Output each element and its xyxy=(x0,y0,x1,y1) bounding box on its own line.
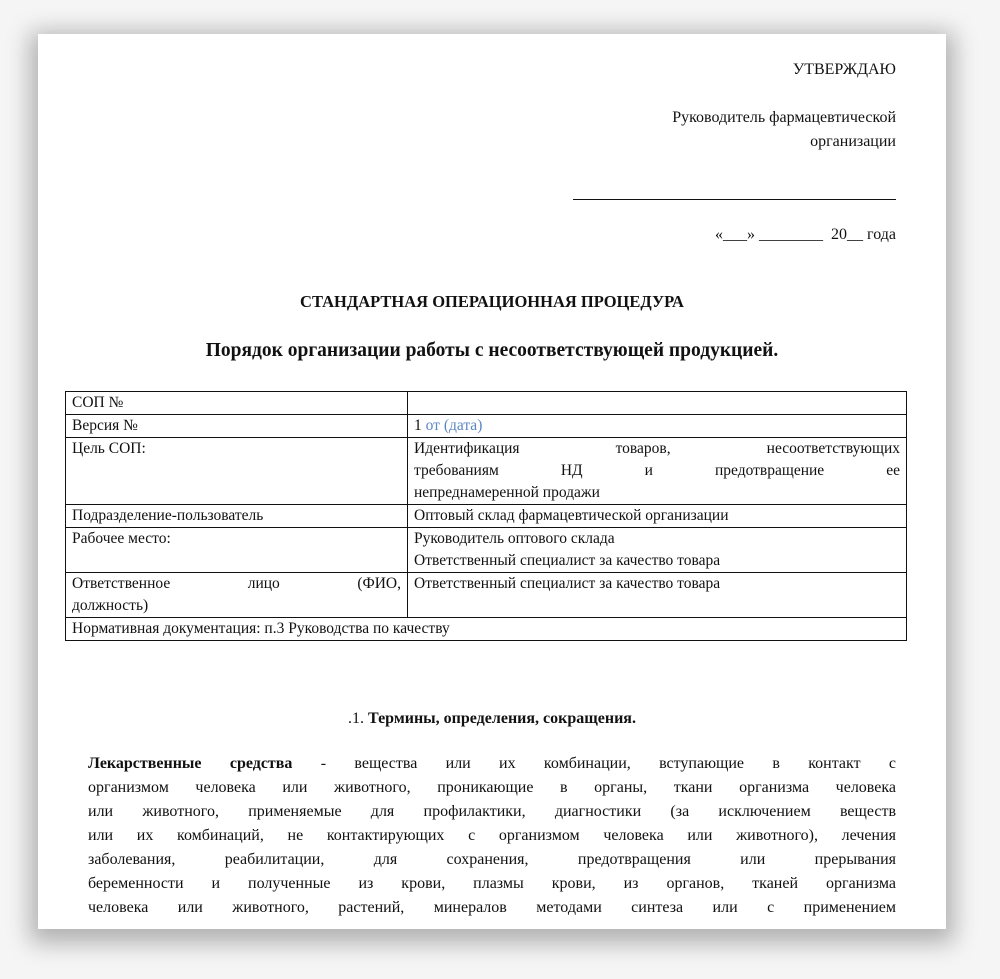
version-value xyxy=(408,415,907,438)
workplace-label: Рабочее место: xyxy=(66,528,408,573)
sop-number-value xyxy=(408,392,907,415)
goal-value xyxy=(408,438,907,505)
department-label: Подразделение-пользователь xyxy=(66,505,408,528)
version-label: Версия № xyxy=(66,415,408,438)
workplace-line: Руководитель оптового склада xyxy=(414,530,615,547)
goal-label: Цель СОП: xyxy=(66,438,408,505)
version-date-placeholder: от (дата) xyxy=(425,417,483,434)
approval-title: УТВЕРЖДАЮ xyxy=(792,61,896,78)
approval-position: Руководитель фармацевтической организации xyxy=(672,109,896,150)
term-name: Лекарственные средства xyxy=(88,755,293,772)
paragraph-line: заболевания, реабилитации, для сохранения, предотвращения или прерывания xyxy=(88,851,896,868)
sop-info-table xyxy=(65,391,907,641)
section-number: .1. xyxy=(348,710,365,727)
paragraph-line: человека или животного, растений, минералов методами синтеза или с применением xyxy=(88,899,896,916)
document-title: Порядок организации работы с несоответствующей продукцией. xyxy=(205,340,779,361)
department-value: Оптовый склад фармацевтической организации xyxy=(408,505,907,528)
table-row xyxy=(66,573,907,618)
table-row xyxy=(66,415,907,438)
version-number: 1 xyxy=(414,417,422,434)
definition-paragraph xyxy=(88,752,896,920)
table-row xyxy=(66,438,907,505)
goal-line: непреднамеренной продажи xyxy=(414,484,600,501)
section-title: Термины, определения, сокращения. xyxy=(368,710,636,727)
paragraph-line: беременности и полученные из крови, плазмы крови, из органов, тканей организма xyxy=(88,875,896,892)
paragraph-line: или животного, применяемые для профилактики, диагностики (за исключением веществ xyxy=(88,803,896,820)
document-type: СТАНДАРТНАЯ ОПЕРАЦИОННАЯ ПРОЦЕДУРА xyxy=(300,292,684,311)
responsible-value: Ответственный специалист за качество товара xyxy=(408,573,907,618)
workplace-line: Ответственный специалист за качество товара xyxy=(414,552,721,569)
signature-line xyxy=(573,199,896,200)
approval-date-line: «___» ________ 20__ года xyxy=(715,226,896,243)
table-row xyxy=(66,392,907,415)
workplace-value xyxy=(408,528,907,573)
document-page xyxy=(38,34,946,929)
responsible-label xyxy=(66,573,408,618)
sop-number-label: СОП № xyxy=(66,392,408,415)
table-row xyxy=(66,505,907,528)
paragraph-line xyxy=(88,752,896,776)
responsible-label-line: должность) xyxy=(72,597,149,614)
normative-documentation: Нормативная документация: п.3 Руководства по качеству xyxy=(66,618,907,641)
paragraph-line: организмом человека или животного, проникающие в органы, ткани организма человека xyxy=(88,779,896,796)
table-row xyxy=(66,528,907,573)
goal-line: Идентификация товаров, несоответствующих xyxy=(414,440,900,457)
paragraph-line: или их комбинаций, не контактирующих с организмом человека или животного), лечения xyxy=(88,827,896,844)
section-heading xyxy=(38,710,946,728)
term-definition-start: - вещества или их комбинации, вступающие в контакт с xyxy=(292,755,896,772)
goal-line: требованиям НД и предотвращение ее xyxy=(414,462,900,479)
responsible-label-line: Ответственное лицо (ФИО, xyxy=(72,575,401,592)
table-row xyxy=(66,618,907,641)
